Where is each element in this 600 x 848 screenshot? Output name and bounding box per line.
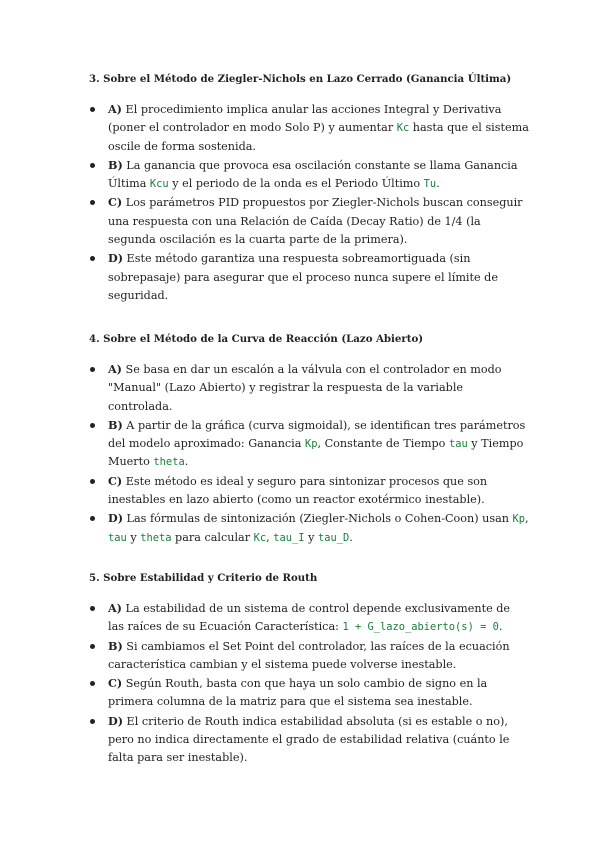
option-text: El procedimiento implica anular las acciones Integral y Derivativa (poner el controlador en modo Solo P) y aumentar (108, 103, 502, 135)
option-text: y (304, 530, 318, 544)
option-label: B) (108, 157, 123, 172)
option-text: , (266, 530, 274, 544)
option-text: y Tiempo Muerto (108, 437, 524, 469)
inline-code: tau_D (317, 531, 350, 544)
option-list (89, 100, 529, 305)
option-text: Este método es ideal y seguro para sintonizar procesos que son inestables en lazo abierto (como un reactor exotérmico inestable). (108, 474, 488, 507)
inline-code: tau (448, 438, 468, 451)
list-item (89, 100, 529, 156)
option-label: D) (108, 251, 123, 266)
option-text: y (126, 530, 141, 544)
section-routh-stability (89, 571, 529, 768)
inline-code: tau (108, 531, 127, 544)
option-label: C) (108, 473, 123, 488)
section-heading: 3. Sobre el Método de Ziegler-Nichols en Lazo Cerrado (Ganancia Última) (89, 73, 512, 85)
list-item (89, 156, 529, 194)
inline-code: 1 + G_lazo_abierto(s) = 0 (342, 621, 499, 634)
inline-code: Tu (423, 178, 437, 191)
section-heading: 4. Sobre el Método de la Curva de Reacción (Lazo Abierto) (89, 333, 424, 345)
inline-code: Kc (396, 122, 410, 135)
option-text: El criterio de Routh indica estabilidad absoluta (si es estable o no), pero no indica directamente el grado de estabilidad relativa (cuánto le falta para ser inestable). (108, 714, 510, 765)
option-text: Según Routh, basta con que haya un solo cambio de signo en la primera columna de la matriz para que el sistema sea inestable. (108, 677, 488, 709)
option-list (89, 360, 529, 547)
inline-code: theta (140, 531, 172, 544)
option-text: La ganancia que provoca esa oscilación constante se llama Ganancia Última (108, 158, 518, 191)
option-text: . (498, 620, 503, 634)
list-item (89, 712, 529, 768)
option-text: . (436, 177, 440, 191)
section-reaction-curve (89, 332, 529, 547)
option-text: Los parámetros PID propuestos por Ziegler-Nichols buscan conseguir una respuesta con una Relación de Caída (Decay Ratio) de 1/4 (la segunda oscilación es la cuarta parte de la primera). (108, 196, 523, 247)
option-label: B) (108, 638, 123, 653)
list-item (89, 360, 529, 416)
option-text: . (349, 530, 353, 544)
list-item (89, 637, 529, 675)
option-list (89, 599, 529, 768)
option-text: Las fórmulas de sintonización (Ziegler-Nichols o Cohen-Coon) usan (123, 512, 513, 526)
list-item (89, 599, 529, 637)
option-label: D) (108, 713, 123, 728)
option-label: A) (108, 102, 122, 116)
list-item (89, 193, 529, 249)
option-label: C) (108, 676, 123, 691)
list-item (89, 674, 529, 712)
list-item (89, 249, 529, 305)
option-text: . (184, 455, 189, 469)
option-text: hasta que el sistema oscile de forma sostenida. (108, 121, 529, 153)
option-text: Si cambiamos el Set Point del controlador, las raíces de la ecuación característica cambian y el sistema puede volverse inestable. (108, 639, 510, 671)
inline-code: Kp (512, 513, 526, 526)
option-text: para calcular (171, 530, 254, 544)
option-label: C) (108, 195, 123, 210)
option-text: Este método garantiza una respuesta sobreamortiguada (sin sobrepasaje) para asegurar que el proceso nunca supere el límite de seguridad. (108, 252, 498, 302)
option-label: D) (108, 511, 123, 526)
option-label: A) (108, 362, 122, 376)
option-text: , Constante de Tiempo (317, 437, 449, 451)
option-label: B) (108, 417, 123, 432)
list-item (89, 472, 529, 510)
inline-code: theta (153, 456, 185, 469)
option-text: A partir de la gráfica (curva sigmoidal), se identifican tres parámetros del modelo aproximado: Ganancia (108, 418, 526, 451)
inline-code: Kcu (149, 178, 169, 191)
inline-code: Kc (253, 531, 267, 544)
inline-code: tau_I (273, 531, 305, 544)
section-ziegler-nichols-closed-loop (89, 72, 529, 305)
option-text: La estabilidad de un sistema de control depende exclusivamente de las raíces de su Ecuación Característica: (108, 602, 511, 634)
option-text: Se basa en dar un escalón a la válvula con el controlador en modo "Manual" (Lazo Abierto) y registrar la respuesta de la variable controlada. (108, 363, 502, 413)
list-item (89, 416, 529, 472)
section-heading: 5. Sobre Estabilidad y Criterio de Routh (89, 572, 318, 584)
option-text: y el periodo de la onda es el Periodo Último (168, 177, 424, 191)
option-label: A) (108, 601, 122, 615)
option-text: , (525, 512, 529, 526)
inline-code: Kp (304, 438, 318, 451)
list-item (89, 509, 529, 547)
